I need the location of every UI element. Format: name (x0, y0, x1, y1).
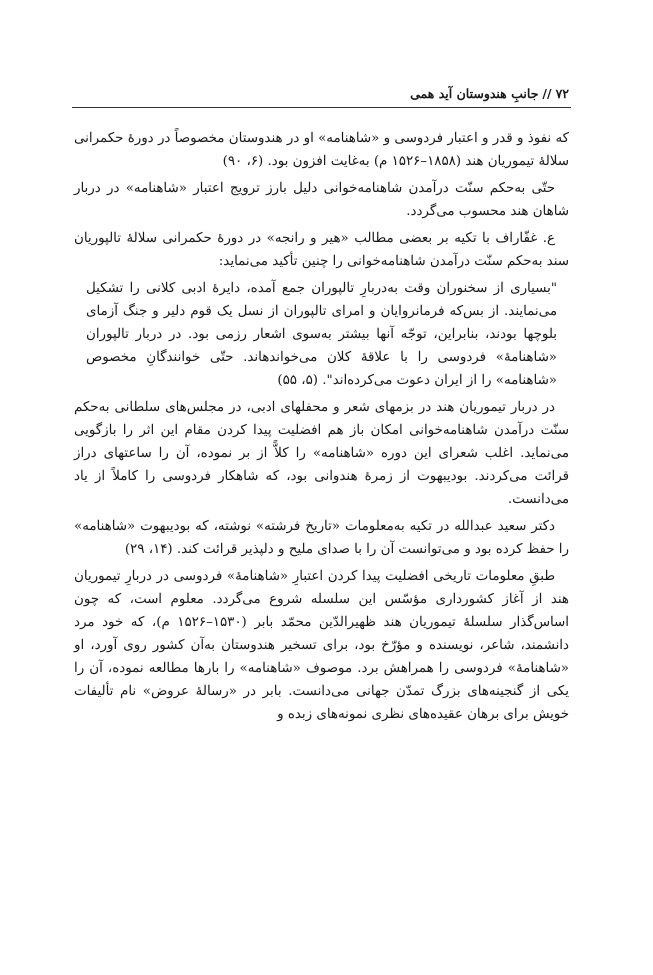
header-separator: // (542, 85, 552, 101)
paragraph: حتّی به‌حکم سنّت درآمدن شاهنامه‌خوانی دلیل بارز ترویج اعتبار «شاهنامه» در دربار شاهان هند محسوب می‌گردد. (74, 181, 569, 219)
paragraph: دکتر سعید عبدالله در تکیه به‌معلومات «تاریخ فرشته» نوشته، که بودیبهوت «شاهنامه» را حفظ کرده بود و می‌توانست آن را با صدای ملیح و دلپذیر قرائت کند. (۱۴، ۲۹) (74, 519, 569, 557)
header-rule (72, 107, 571, 108)
paragraph: طبقِ معلومات تاریخی افضلیت پیدا کردن اعتبارِ «شاهنامهٔ» فردوسی در دربارِ تیموریان هند از آغاز کشورداری مؤسّس این سلسله شروع می‌گردد. معلوم است، که چون اساس‌گذار سلسلهٔ تیموریان هند ظهیرالدّین محمّد بابر (۱۵۳۰–۱۵۲۶ م)، که خود مرد دانشمند، شاعر، نویسنده و مؤرّخ بود، برای تسخیر هندوستان به‌آن کشور روی آورد، او «شاهنامهٔ» فردوسی را همراهش برد. موصوف «شاهنامه» را بارها مطالعه نموده، آن را یکی از گنجینه‌های بزرگ تمدّن جهانی می‌دانست. بابر در «رسالهٔ عروض» نام تألیفات خویش برای برهان عقیده‌های نظری نمونه‌های زبده و (74, 569, 569, 722)
block-quote: "بسیاری از سخنوران وقت به‌دربارِ تالپوران جمع آمده، دایرهٔ ادبی کلانی را تشکیل می‌نمایند. از بس‌که فرمانروایان و امرای تالپوران از نسل یک قوم دلیر و جنگ آزمای بلوچها بودند، بنابراین، توجّه آنها بیشتر به‌سوی اشعار رزمی بود. در دربار تالپوران «شاهنامهٔ» فردوسی را با علاقهٔ کلان می‌خواندهاند. حتّی خوانندگانِ مخصوص «شاهنامه» را از ایران دعوت می‌کرده‌اند". (۵، ۵۵) (86, 281, 557, 388)
paragraph: ع. غفّاراف با تکیه بر بعضی مطالب «هیر و رانجه» در دورهٔ حکمرانی سلالهٔ تالپوریان سند به‌حکم سنّت درآمدن شاهنامه‌خوانی را چنین تأکید می‌نماید: (74, 231, 569, 269)
paragraph: که نفوذ و قدر و اعتبار فردوسی و «شاهنامه» او در هندوستان مخصوصاً در دورهٔ حکمرانی سلالهٔ تیموریان هند (۱۸۵۸–۱۵۲۶ م) به‌غایت افزون بود. (۶، ۹۰) (74, 131, 570, 169)
running-header (74, 83, 569, 103)
paragraph: در دربار تیموریان هند در بزمهای شعر و محفلهای ادبی، در مجلس‌های سلطانی به‌حکم سنّت درآمدن شاهنامه‌خوانی امکان باز هم افضلیت پیدا کردن مقام این اثر را بازگویی می‌نماید. اغلب شعرای این دوره «شاهنامه» را کلاًّ از بر نموده، آن را ساعتهای دراز قرائت می‌کردند. بودیبهوت از زمرهٔ هندوانی بود، که شاهکار فردوسی را کاملاً از یاد می‌دانست. (74, 400, 569, 507)
running-title: جانبِ هندوستان آید همی (410, 85, 539, 101)
body-text (74, 127, 569, 730)
page-number: ۷۲ (555, 85, 569, 101)
